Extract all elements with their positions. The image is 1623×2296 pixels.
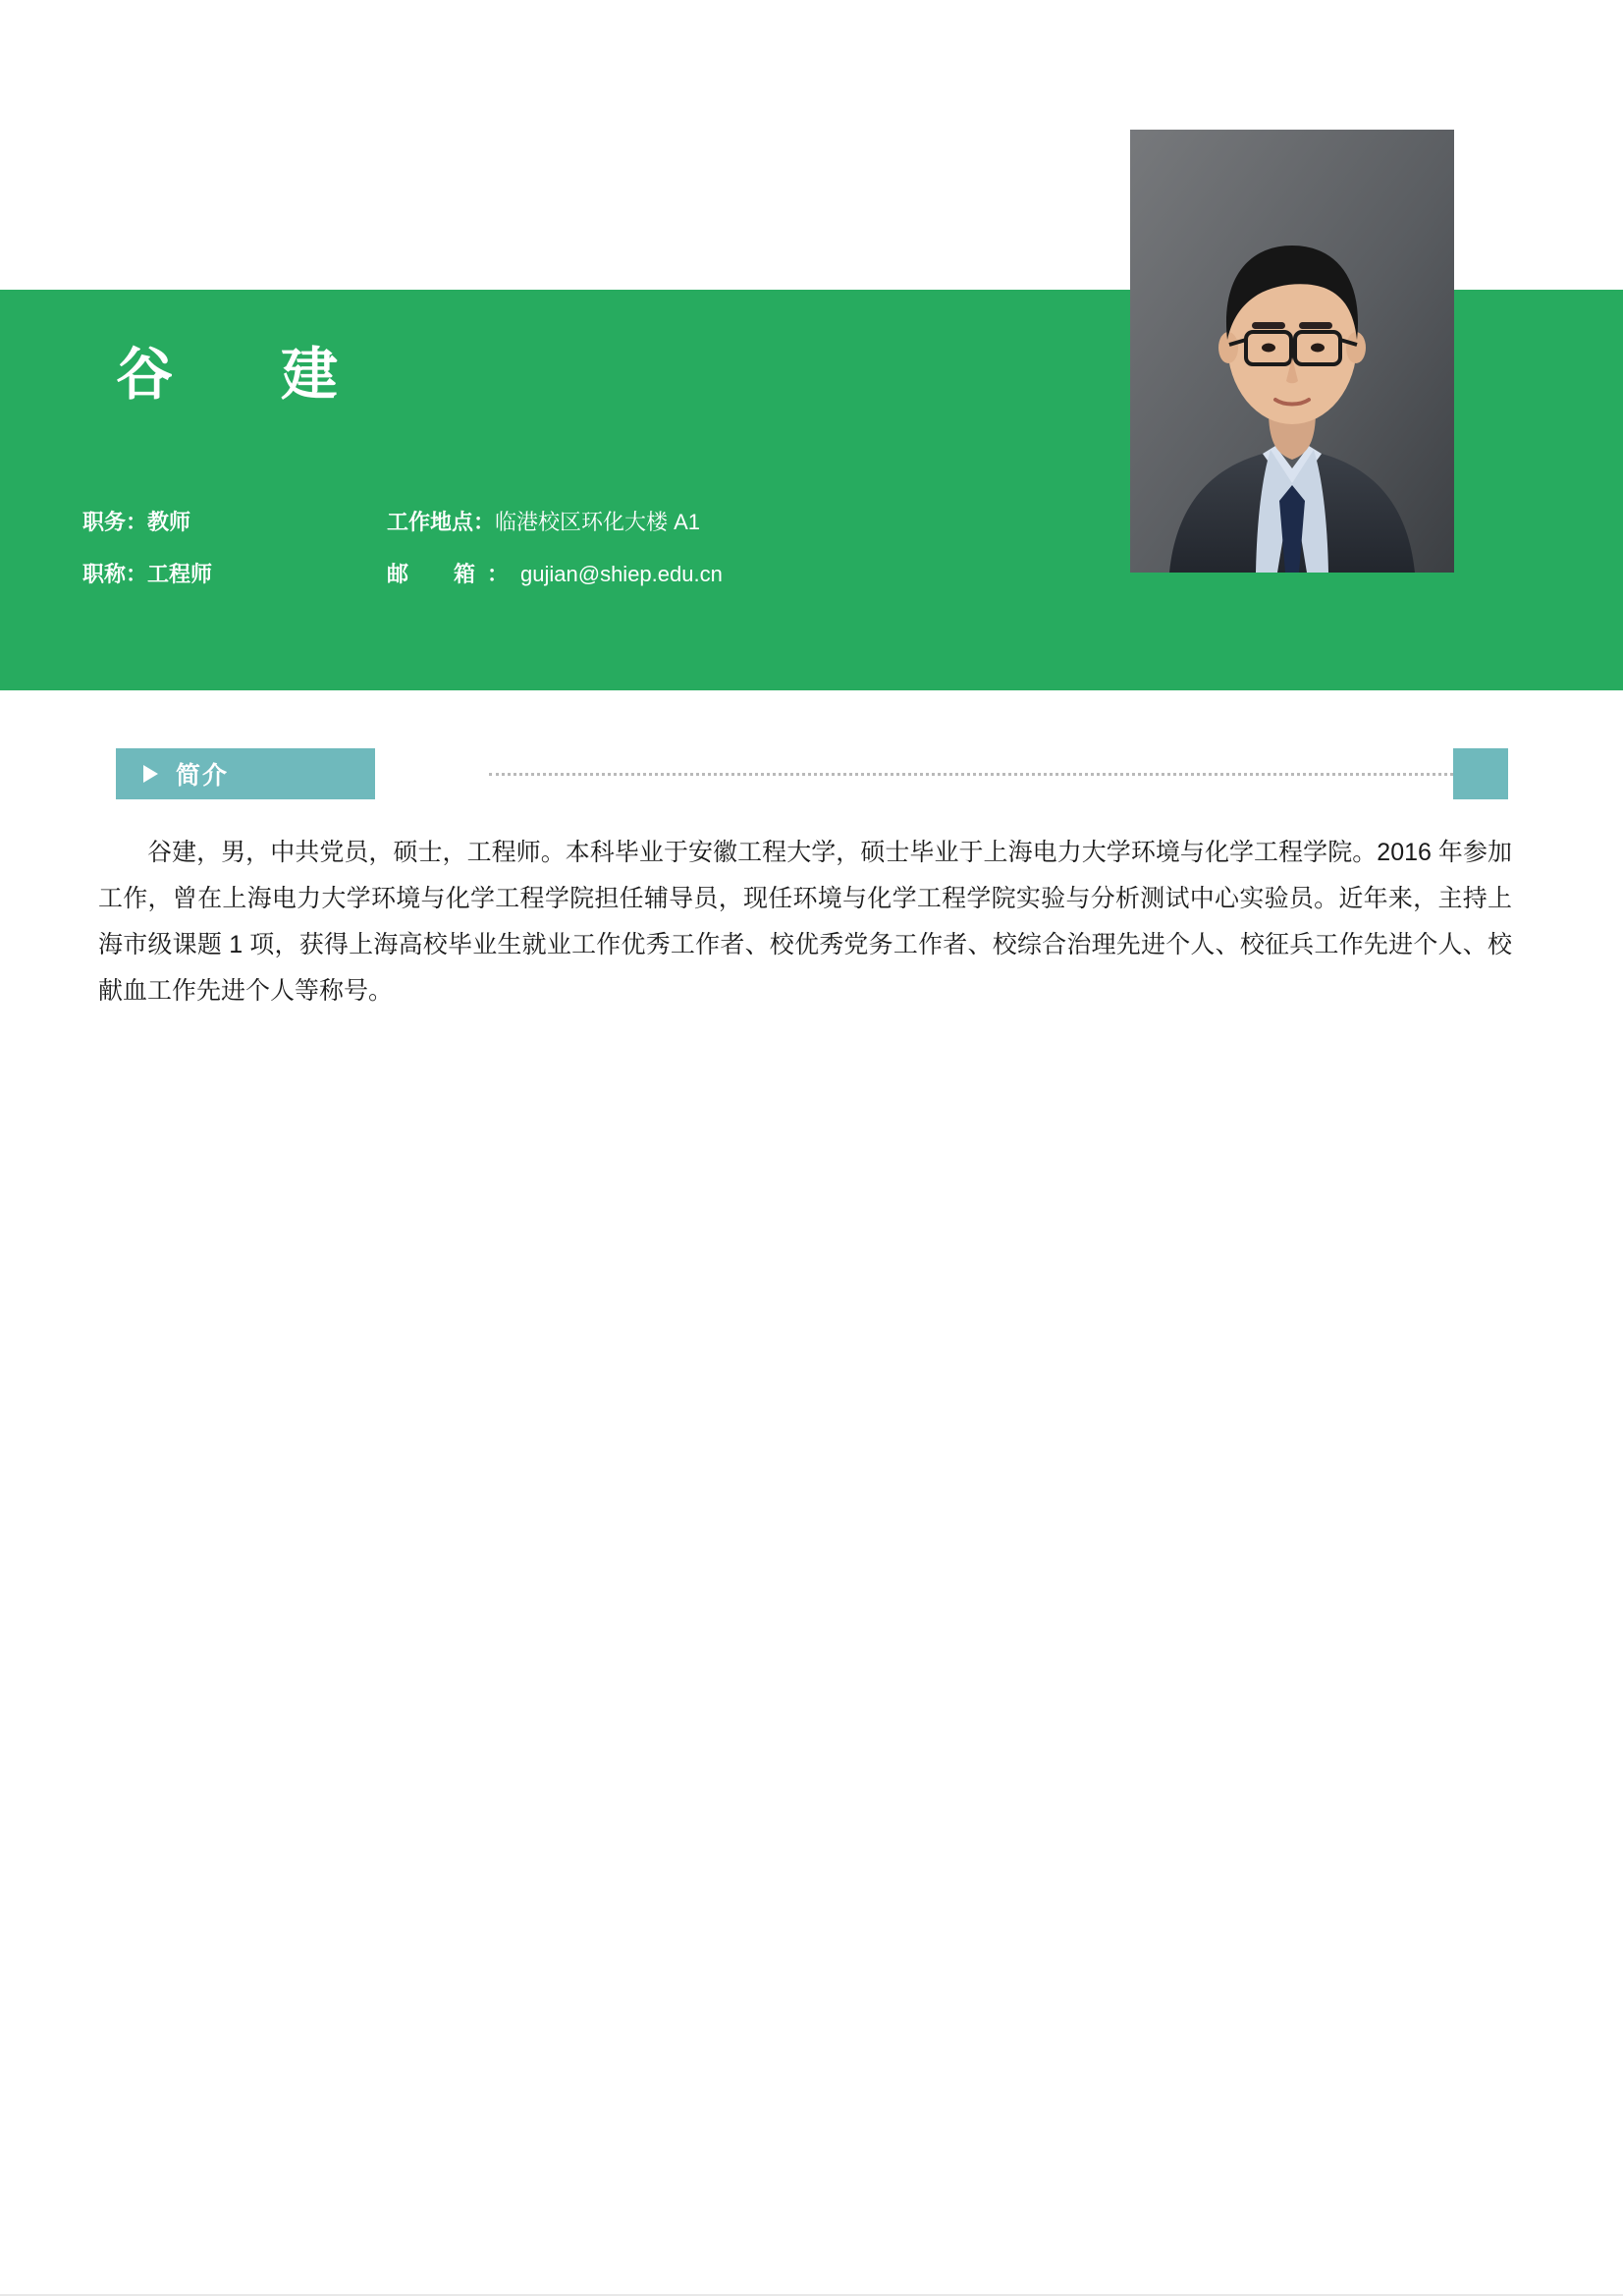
portrait-photo: [1130, 130, 1454, 573]
title-value: 工程师: [147, 562, 213, 586]
name-block: [116, 344, 363, 407]
profile-info-table: [82, 496, 723, 600]
title-label: 职称：: [82, 562, 148, 586]
email-label: 邮 箱：: [387, 562, 521, 586]
intro-paragraph: 谷建，男，中共党员，硕士，工程师。本科毕业于安徽工程大学，硕士毕业于上海电力大学环境与化学工程学院。2016 年参加工作，曾在上海电力大学环境与化学工程学院担任辅导员，现任环境与化学工程学院实验与分析测试中心实验员。近年来，主持上海市级课题 1 项，获得上海高校毕业生就业工作优秀工作者、校优秀党务工作者、校综合治理先进个人、校征兵工作先进个人、校献血工作先进个人等称号。: [98, 839, 1512, 1005]
info-cell-title: [82, 548, 387, 600]
position-value: 教师: [147, 510, 191, 534]
info-cell-location: [387, 496, 700, 548]
location-label: 工作地点：: [387, 510, 496, 534]
position-label: 职务：: [82, 510, 148, 534]
section-title: 简介: [176, 762, 230, 790]
info-row: [82, 548, 723, 600]
section-header-intro: [116, 748, 1508, 799]
info-row: [82, 496, 723, 548]
location-value: 临港校区环化大楼 A1: [495, 510, 701, 534]
info-cell-position: [82, 496, 387, 548]
section-endcap: [1453, 748, 1508, 799]
email-value[interactable]: gujian@shiep.edu.cn: [520, 562, 723, 586]
page-title: 谷 建: [116, 343, 364, 407]
section-tab: [116, 748, 375, 799]
section-dotted-rule: [489, 773, 1471, 776]
triangle-right-icon: [143, 765, 158, 783]
info-cell-email: [387, 548, 723, 600]
